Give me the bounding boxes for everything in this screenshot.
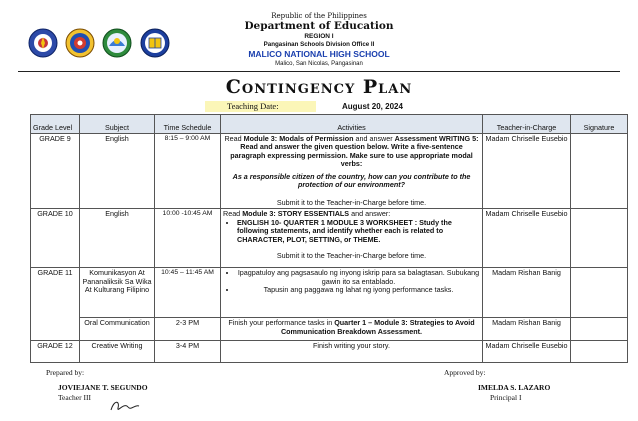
col-header-signature: Signature [571,115,628,134]
preparer-title: Teacher III [58,393,91,402]
school-address: Malico, San Nicolas, Pangasinan [275,61,363,67]
division-line: Pangasinan Schools Division Office II [263,41,375,48]
grade-cell: GRADE 9 [31,134,80,209]
approver-title: Principal I [490,393,522,402]
assessment-instructions: Assessment WRITING 5: Read and answer the given question below. Write a five-sentence paragraph expressing permission. Make sure to use appropriate modal verbs: [230,134,479,169]
activity-text: and answer [353,134,395,143]
list-item: • ENGLISH 10- QUARTER 1 MODULE 3 WORKSHEET : Study the following statements, and identify whether each is related to CHARACTER, PLOT, SETTING, or THEME. [237,219,480,244]
division-seal-icon [65,28,95,58]
table-row [31,134,628,209]
time-cell: 8:15 – 9:00 AM [155,134,221,209]
teacher-cell: Madam Chriselle Eusebio [483,341,571,363]
signature-scribble-icon [108,398,142,416]
list-item: • Tapusin ang paggawa ng lahat ng iyong performance tasks. [237,286,480,294]
module-title: Quarter 1 – Module 3: Strategies to Avoid Communication Breakdown Assessment. [280,318,475,336]
header-divider [18,71,620,72]
grade-cell: GRADE 11 [31,268,80,341]
list-item: • Ipagpatuloy ang pagsasaulo ng inyong iskrip para sa balagtasan. Subukang gawin ito sa entablado. [237,269,480,286]
subject-cell: English [80,134,155,209]
activity-cell [221,341,483,363]
page-title: Contingency Plan [225,76,413,98]
col-header-time: Time Schedule [155,115,221,134]
signature-cell [571,209,628,268]
col-header-grade-level: Grade Level [31,115,80,134]
table-row [31,209,628,268]
activity-cell [221,209,483,268]
submit-note: Submit it to the Teacher-in-Charge before time. [276,197,427,207]
signature-cell [571,341,628,363]
signature-cell [571,318,628,341]
table-header-row [31,115,628,134]
school-name: MALICO NATIONAL HIGH SCHOOL [248,49,390,59]
teaching-date-label: Teaching Date: [205,101,316,112]
department-line: Department of Education [244,20,394,32]
time-cell: 2-3 PM [155,318,221,341]
grade-cell: GRADE 10 [31,209,80,268]
teacher-cell: Madam Rishan Banig [483,318,571,341]
activity-cell [221,318,483,341]
table-row [31,268,628,318]
activity-cell [221,134,483,209]
time-cell: 10:00 -10:45 AM [155,209,221,268]
time-cell: 10:45 – 11:45 AM [155,268,221,318]
activity-text: Read [223,209,243,219]
module-title: Module 3: Modals of Permission [243,134,354,143]
module-title: Module 3: STORY ESSENTIALS [242,209,350,219]
preparer-name: JOVIEJANE T. SEGUNDO [58,383,148,392]
col-header-teacher: Teacher-in-Charge [483,115,571,134]
table-row [31,318,628,341]
subject-cell: Creative Writing [80,341,155,363]
schedule-table [30,114,628,363]
republic-line: Republic of the Philippines [271,12,367,20]
signature-cell [571,134,628,209]
activity-text: Read [224,134,244,143]
prepared-by-label: Prepared by: [46,368,85,377]
time-cell: 3-4 PM [155,341,221,363]
subject-cell: Oral Communication [80,318,155,341]
table-row [31,341,628,363]
region-line: REGION I [304,33,334,40]
deped-seal-icon [28,28,58,58]
teacher-cell: Madam Rishan Banig [483,268,571,318]
submit-note: Submit it to the Teacher-in-Charge before time. [276,251,427,261]
subject-cell: English [80,209,155,268]
activity-text: Finish your performance tasks in [228,318,335,328]
teacher-cell: Madam Chriselle Eusebio [483,209,571,268]
assessment-question: As a responsible citizen of the country, how can you contribute to the protection of our environment? [232,171,471,190]
activity-text: Finish writing your story. [313,341,390,351]
subject-cell: Komunikasyon At Pananaliksik Sa Wika At Kulturang Filipino [80,268,155,318]
col-header-subject: Subject [80,115,155,134]
col-header-activities: Activities [221,115,483,134]
teaching-date: August 20, 2024 [342,102,403,111]
activity-text: and answer: [349,209,391,219]
approver-name: IMELDA S. LAZARO [478,383,551,392]
signature-cell [571,268,628,318]
approved-by-label: Approved by: [444,368,486,377]
region-seal-icon [102,28,132,58]
grade-cell: GRADE 12 [31,341,80,363]
teacher-cell: Madam Chriselle Eusebio [483,134,571,209]
activity-cell [221,268,483,318]
